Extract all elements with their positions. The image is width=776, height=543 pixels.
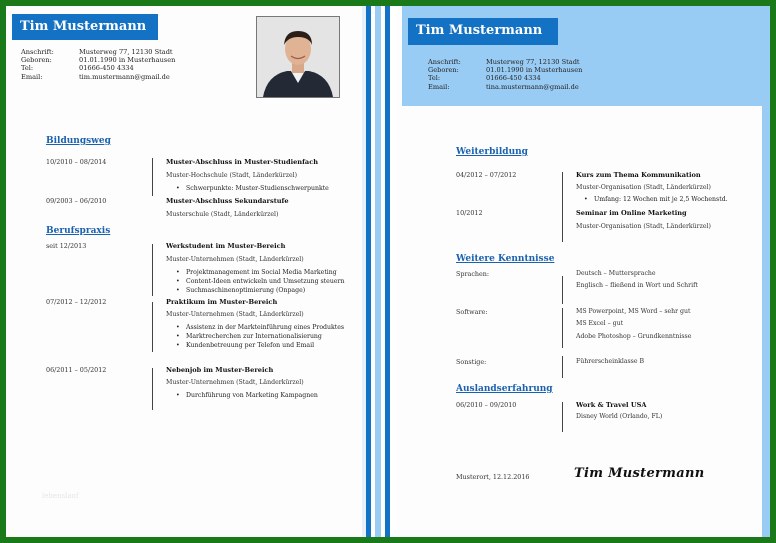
entry-title: Muster-Abschluss in Muster-Studienfach <box>166 158 318 166</box>
entry-date: 06/2010 – 09/2010 <box>456 401 517 409</box>
entry-bullet: • Projektmanagement im Social Media Marketing <box>186 269 337 276</box>
skill-line: Adobe Photoshop – Grundkenntnisse <box>576 333 692 340</box>
entry-institution: Muster-Organisation (Stadt, Länderkürzel) <box>576 184 711 191</box>
divider-stripe <box>390 6 398 537</box>
entry-bullet: • Marktrecherchen zur Internationalisierung <box>186 333 322 340</box>
entry-title: Kurs zum Thema Kommunikation <box>576 171 701 179</box>
entry-institution: Musterschule (Stadt, Länderkürzel) <box>166 211 279 218</box>
document-frame <box>6 6 770 537</box>
page1-name-header: Tim Mustermann <box>12 14 158 40</box>
entry-bullet: • Schwerpunkte: Muster-Studienschwerpunkte <box>186 185 329 192</box>
timeline-divider <box>152 368 153 410</box>
skill-line: Führerscheinklasse B <box>576 358 645 365</box>
timeline-divider <box>562 356 563 378</box>
page1-contact-block <box>21 48 221 84</box>
skill-label: Sprachen: <box>456 270 490 278</box>
timeline-divider <box>562 276 563 304</box>
contact-value: Musterweg 77, 12130 Stadt <box>486 58 580 66</box>
contact-label: Anschrift: <box>428 58 461 66</box>
entry-institution: Muster-Unternehmen (Stadt, Länderkürzel) <box>166 256 304 263</box>
contact-value: Musterweg 77, 12130 Stadt <box>79 48 173 56</box>
contact-value: 01666-450 4334 <box>79 64 134 73</box>
entry-bullet: • Content-Ideen entwickeln und Umsetzung steuern <box>186 278 344 285</box>
entry-bullet: • Kundenbetreuung per Telefon und Email <box>186 342 314 349</box>
contact-label: Anschrift: <box>21 48 54 56</box>
skill-line: Deutsch – Muttersprache <box>576 270 656 277</box>
skill-label: Sonstige: <box>456 358 487 366</box>
timeline-divider <box>562 308 563 348</box>
entry-institution: Disney World (Orlando, FL) <box>576 413 663 420</box>
entry-date: 09/2003 – 06/2010 <box>46 197 107 205</box>
place-date: Musterort, 12.12.2016 <box>456 473 530 481</box>
contact-label: Tel: <box>21 64 34 73</box>
timeline-divider <box>152 302 153 352</box>
entry-institution: Muster-Unternehmen (Stadt, Länderkürzel) <box>166 379 304 386</box>
contact-label: Tel: <box>428 74 441 83</box>
entry-date: 04/2012 – 07/2012 <box>456 171 517 179</box>
skill-line: MS Excel – gut <box>576 320 624 327</box>
signature: Tim Mustermann <box>574 466 705 481</box>
contact-label: Email: <box>21 72 43 81</box>
entry-title: Nebenjob im Muster-Bereich <box>166 366 274 374</box>
entry-institution: Muster-Organisation (Stadt, Länderkürzel) <box>576 223 711 230</box>
section-weiterbildung: Weiterbildung <box>456 147 528 157</box>
contact-label: Geboren: <box>428 66 459 75</box>
contact-value: 01.01.1990 in Musterhausen <box>79 56 176 65</box>
contact-label: Email: <box>428 82 450 91</box>
entry-bullet: • Suchmaschinenoptimierung (Onpage) <box>186 287 305 294</box>
timeline-divider <box>562 402 563 432</box>
skill-line: MS Powerpoint, MS Word – sehr gut <box>576 308 691 315</box>
right-edge-band <box>762 6 770 537</box>
entry-date: 07/2012 – 12/2012 <box>46 298 107 306</box>
entry-date: 10/2012 <box>456 209 483 217</box>
entry-title: Werkstudent im Muster-Bereich <box>166 242 286 250</box>
page2-contact-block <box>428 58 648 94</box>
section-bildungsweg: Bildungsweg <box>46 136 111 146</box>
entry-date: 06/2011 – 05/2012 <box>46 366 107 374</box>
contact-value: 01.01.1990 in Musterhausen <box>486 66 583 75</box>
entry-institution: Muster-Hochschule (Stadt, Länderkürzel) <box>166 172 298 179</box>
cv-page-2 <box>398 6 770 537</box>
contact-value: 01666-450 4334 <box>486 74 541 83</box>
skill-label: Software: <box>456 308 488 316</box>
section-auslandserfahrung: Auslandserfahrung <box>456 384 553 394</box>
skill-line: Englisch – fließend in Wort und Schrift <box>576 282 698 289</box>
entry-bullet: • Umfang: 12 Wochen mit je 2,5 Wochenstd. <box>594 196 728 203</box>
entry-bullet: • Assistenz in der Markteinführung eines Produktes <box>186 324 344 331</box>
person-portrait-icon <box>257 17 339 97</box>
cv-page-1 <box>6 6 362 537</box>
timeline-divider <box>562 172 563 242</box>
timeline-divider <box>152 158 153 196</box>
page2-name-header: Tim Mustermann <box>408 18 558 45</box>
profile-photo <box>256 16 340 98</box>
entry-title: Muster-Abschluss Sekundarstufe <box>166 197 289 205</box>
entry-date: 10/2010 – 08/2014 <box>46 158 107 166</box>
contact-value: tina.mustermann@gmail.de <box>486 82 579 91</box>
timeline-divider <box>152 244 153 296</box>
entry-title: Seminar im Online Marketing <box>576 209 687 217</box>
entry-institution: Muster-Unternehmen (Stadt, Länderkürzel) <box>166 311 304 318</box>
watermark-text: lebenslauf <box>42 492 79 500</box>
section-weitere-kenntnisse: Weitere Kenntnisse <box>456 254 555 264</box>
entry-title: Work & Travel USA <box>576 401 647 409</box>
entry-date: seit 12/2013 <box>46 242 87 250</box>
entry-title: Praktikum im Muster-Bereich <box>166 298 278 306</box>
contact-label: Geboren: <box>21 56 52 65</box>
section-berufspraxis: Berufspraxis <box>46 226 111 236</box>
contact-value: tim.mustermann@gmail.de <box>79 72 170 81</box>
entry-bullet: • Durchführung von Marketing Kampagnen <box>186 392 318 399</box>
